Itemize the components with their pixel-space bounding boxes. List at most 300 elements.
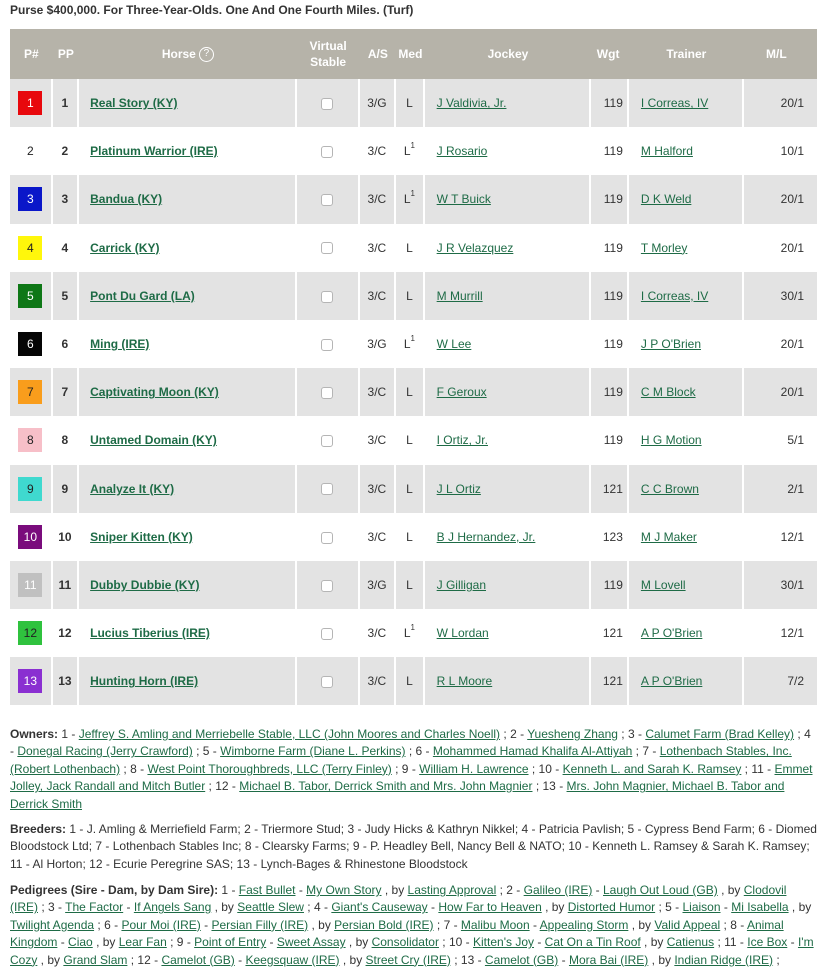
dam-sire-link[interactable]: Persian Bold (IRE): [334, 917, 434, 932]
saddle-cloth-badge: 9: [18, 477, 42, 501]
post-position: 5: [53, 272, 79, 320]
owner-link[interactable]: Wimborne Farm (Diane L. Perkins): [220, 744, 406, 759]
dam-sire-link[interactable]: Distorted Humor: [567, 900, 656, 915]
pedigree-number: 7: [443, 917, 451, 932]
virtual-stable-checkbox[interactable]: [321, 435, 333, 447]
trainer-link[interactable]: C M Block: [640, 385, 696, 400]
header-post-position: PP: [53, 29, 79, 79]
horse-cell: [79, 224, 297, 272]
jockey-cell: [425, 561, 592, 609]
dam-sire-link[interactable]: Grand Slam: [63, 952, 128, 967]
saddle-cloth-badge: 11: [18, 573, 42, 597]
medication-code: L: [406, 240, 413, 255]
dam-link[interactable]: I'm Cozy: [10, 935, 814, 967]
dam-link[interactable]: Sweet Assay: [276, 935, 346, 950]
header-trainer: Trainer: [629, 29, 744, 79]
post-position: 10: [53, 513, 79, 561]
horse-link[interactable]: Carrick (KY): [90, 240, 160, 255]
pedigree-number: 2: [506, 883, 513, 897]
horse-link[interactable]: Sniper Kitten (KY): [90, 529, 193, 544]
dam-sire-link[interactable]: Consolidator: [371, 935, 439, 950]
horse-link[interactable]: Captivating Moon (KY): [90, 385, 219, 400]
dam-sire-link[interactable]: Lasting Approval: [407, 883, 497, 897]
pedigree-number: 4: [313, 900, 321, 915]
jockey-cell: [425, 609, 592, 657]
age-sex: 3/C: [360, 272, 397, 320]
help-icon[interactable]: ?: [199, 47, 214, 62]
program-number-cell: [10, 465, 53, 513]
virtual-stable-checkbox[interactable]: [321, 483, 333, 495]
dam-link[interactable]: Laugh Out Loud (GB): [603, 883, 718, 897]
owner-link[interactable]: Yuesheng Zhang: [527, 727, 618, 741]
post-position: 13: [53, 657, 79, 705]
jockey-cell: [425, 175, 592, 223]
header-jockey: Jockey: [425, 29, 592, 79]
weight: 121: [591, 657, 629, 705]
trainer-cell: [629, 609, 744, 657]
sire-link[interactable]: Galileo (IRE): [523, 883, 593, 897]
virtual-stable-cell: [297, 272, 360, 320]
program-number-cell: [10, 175, 53, 223]
jockey-link[interactable]: J Rosario: [436, 144, 488, 159]
medication: [396, 368, 424, 416]
pedigree-number: 11: [724, 935, 737, 950]
owner-link[interactable]: Emmet Jolley, Jack Randall and Mitch Butler: [10, 761, 813, 794]
owner-link[interactable]: Jeffrey S. Amling and Merriebelle Stable, LLC (John Moores and Charles Noell): [78, 727, 501, 741]
age-sex: 3/G: [360, 561, 397, 609]
trainer-cell: [629, 127, 744, 175]
medication-first-time-marker: 1: [410, 334, 415, 344]
header-program-number: P#: [10, 29, 53, 79]
jockey-link[interactable]: J Valdivia, Jr.: [436, 96, 507, 111]
jockey-cell: [425, 465, 592, 513]
trainer-link[interactable]: T Morley: [640, 240, 688, 255]
pedigree-number: 3: [48, 900, 55, 915]
table-row: [10, 79, 817, 127]
jockey-link[interactable]: M Murrill: [436, 288, 483, 303]
age-sex: 3/C: [360, 127, 397, 175]
trainer-cell: [629, 513, 744, 561]
program-number-cell: [10, 561, 53, 609]
horse-cell: [79, 657, 297, 705]
virtual-stable-cell: [297, 609, 360, 657]
sire-link[interactable]: Giant's Causeway: [331, 900, 428, 915]
post-position: 12: [53, 609, 79, 657]
owner-link[interactable]: William H. Lawrence: [419, 761, 529, 776]
trainer-link[interactable]: J P O'Brien: [640, 337, 701, 352]
jockey-cell: [425, 272, 592, 320]
owner-link[interactable]: Michael B. Tabor, Derrick Smith and Mrs. John Magnier: [239, 779, 533, 794]
trainer-cell: [629, 368, 744, 416]
post-position: 6: [53, 320, 79, 368]
medication-code: L: [406, 385, 413, 400]
medication-code: L: [406, 481, 413, 496]
jockey-link[interactable]: W Lordan: [436, 626, 489, 641]
post-position: 2: [53, 127, 79, 175]
header-age-sex: A/S: [360, 29, 397, 79]
owner-number: 9: [401, 761, 409, 776]
table-row: [10, 224, 817, 272]
program-number-cell: [10, 320, 53, 368]
weight: 119: [591, 79, 629, 127]
horse-link[interactable]: Bandua (KY): [90, 192, 163, 207]
medication: [396, 224, 424, 272]
header-medication: Med: [396, 29, 424, 79]
horse-cell: [79, 513, 297, 561]
weight: 119: [591, 127, 629, 175]
dam-sire-link[interactable]: Indian Ridge (IRE): [674, 952, 774, 967]
morning-line-odds: 20/1: [744, 320, 817, 368]
medication: [396, 609, 424, 657]
dam-link[interactable]: Appealing Storm: [539, 917, 629, 932]
jockey-link[interactable]: J L Ortiz: [436, 481, 481, 496]
pedigree-number: 13: [460, 952, 475, 967]
owner-link[interactable]: Kenneth L. and Sarah K. Ramsey: [562, 761, 742, 776]
virtual-stable-checkbox[interactable]: [321, 532, 333, 544]
program-number-cell: [10, 416, 53, 464]
dam-link[interactable]: Persian Filly (IRE): [211, 917, 309, 932]
horse-cell: [79, 561, 297, 609]
table-row: [10, 465, 817, 513]
owners-list: 1 - Jeffrey S. Amling and Merriebelle Stable, LLC (John Moores and Charles Noell) ; 2 - Yuesheng Zhang ; 3 - Calumet Farm (Brad Kelley) ; 4 - Donegal Racing (Jerry Crawford) ; 5 - Wimborne Farm (Diane L. Perkins) ; 6 - Mohammed Hamad Khalifa Al-Attiyah ; 7 - Lothenbach Stables, Inc. (Robert Lothenbach) ; 8 - West Point Thoroughbreds, LLC (Terry Finley) ; 9 - William H. Lawrence ; 10 - Kenneth L. and Sarah K. Ramsey ; 11 - Emmet Jolley, Jack Randall and Mitch Butler ; 12 - Michael B. Tabor, Derrick Smith and Mrs. John Magnier ; 13 - Mrs. John Magnier, Michael B. Tabor and Derrick Smith: [10, 727, 813, 811]
horse-link[interactable]: Analyze It (KY): [90, 481, 175, 496]
jockey-cell: [425, 416, 592, 464]
dam-sire-link[interactable]: Seattle Slew: [237, 900, 304, 915]
medication-code: L: [406, 288, 413, 303]
dam-sire-link[interactable]: Twilight Agenda: [10, 917, 95, 932]
breeders-label: Breeders:: [10, 822, 67, 836]
owner-number: 4: [804, 727, 811, 741]
table-row: [10, 657, 817, 705]
dam-link[interactable]: If Angels Sang: [133, 900, 212, 915]
program-number-cell: [10, 127, 53, 175]
sire-link[interactable]: Animal Kingdom: [10, 917, 784, 950]
breeders-text: 1 - J. Amling & Merriefield Farm; 2 - Triermore Stud; 3 - Judy Hicks & Kathryn Nikkel; 4 - Patricia Pavlish; 5 - Cypress Bend Farm; 6 - Diomed Bloodstock Ltd; 7 - Lothenbach Stables Inc; 8 - Clearsky Farms; 9 - P. Headley Bell, Nancy Bell & NATO; 10 - Kenneth L. Ramsey & Sarah K. Ramsey; 11 - Al Horton; 12 - Ecurie Peregrine SAS; 13 - Lynch-Bages & Rhinestone Bloodstock: [10, 822, 817, 871]
trainer-cell: [629, 657, 744, 705]
sire-link[interactable]: Point of Entry: [194, 935, 267, 950]
age-sex: 3/C: [360, 368, 397, 416]
virtual-stable-checkbox[interactable]: [321, 98, 333, 110]
horse-cell: [79, 368, 297, 416]
age-sex: 3/C: [360, 609, 397, 657]
trainer-link[interactable]: H G Motion: [640, 433, 702, 448]
table-row: [10, 416, 817, 464]
table-row: [10, 175, 817, 223]
virtual-stable-checkbox[interactable]: [321, 146, 333, 158]
post-position: 9: [53, 465, 79, 513]
table-row: [10, 609, 817, 657]
program-number-cell: [10, 224, 53, 272]
virtual-stable-checkbox[interactable]: [321, 194, 333, 206]
program-number-cell: [10, 609, 53, 657]
table-row: [10, 561, 817, 609]
medication: [396, 465, 424, 513]
owner-number: 1: [61, 727, 69, 741]
virtual-stable-cell: [297, 175, 360, 223]
medication-code: L: [406, 96, 413, 111]
saddle-cloth-badge: 3: [18, 187, 42, 211]
header-virtual-stable-line1: Virtual: [309, 39, 347, 53]
race-conditions-title: Purse $400,000. For Three-Year-Olds. One And One Fourth Miles. (Turf): [10, 3, 414, 17]
morning-line-odds: 7/2: [744, 657, 817, 705]
dam-link[interactable]: Mora Bai (IRE): [568, 952, 649, 967]
medication: [396, 127, 424, 175]
sire-link[interactable]: Liaison: [682, 900, 721, 915]
medication: [396, 272, 424, 320]
medication: [396, 79, 424, 127]
virtual-stable-checkbox[interactable]: [321, 339, 333, 351]
medication-code: L: [406, 674, 413, 689]
trainer-link[interactable]: I Correas, IV: [640, 96, 709, 111]
medication-code: L: [403, 144, 411, 159]
trainer-link[interactable]: I Correas, IV: [640, 288, 709, 303]
saddle-cloth-badge: 1: [18, 91, 42, 115]
header-morning-line: M/L: [744, 29, 817, 79]
medication-first-time-marker: 1: [410, 623, 415, 633]
morning-line-odds: 20/1: [744, 224, 817, 272]
saddle-cloth-badge: 12: [18, 621, 42, 645]
pedigree-number: 5: [665, 900, 672, 915]
saddle-cloth-badge: 10: [18, 525, 42, 549]
table-row: [10, 272, 817, 320]
owner-number: 5: [202, 744, 210, 759]
dam-sire-link[interactable]: Valid Appeal: [654, 917, 721, 932]
header-virtual-stable-line2: Stable: [310, 55, 347, 69]
sire-link[interactable]: Fast Bullet: [238, 883, 296, 897]
sire-link[interactable]: Malibu Moon: [460, 917, 530, 932]
owner-link[interactable]: Mohammed Hamad Khalifa Al-Attiyah: [432, 744, 633, 759]
horse-link[interactable]: Ming (IRE): [90, 337, 150, 352]
horse-cell: [79, 272, 297, 320]
owner-link[interactable]: Mrs. John Magnier, Michael B. Tabor and Derrick Smith: [10, 779, 785, 811]
owner-link[interactable]: West Point Thoroughbreds, LLC (Terry Finley): [147, 761, 392, 776]
horse-link[interactable]: Untamed Domain (KY): [90, 433, 217, 448]
owner-number: 2: [510, 727, 517, 741]
horse-link[interactable]: Lucius Tiberius (IRE): [90, 626, 210, 641]
morning-line-odds: 30/1: [744, 272, 817, 320]
virtual-stable-cell: [297, 320, 360, 368]
jockey-link[interactable]: F Geroux: [436, 385, 487, 400]
owner-number: 13: [542, 779, 556, 794]
table-header-row: [10, 29, 817, 79]
horse-cell: [79, 175, 297, 223]
pedigrees-list: 1 - Fast Bullet - My Own Story , by Lasting Approval ; 2 - Galileo (IRE) - Laugh Out Loud (GB) , by Clodovil (IRE) ; 3 - The Factor - If Angels Sang , by Seattle Slew ; 4 - Giant's Causeway - How Far to Heaven , by Distorted Humor ; 5 - Liaison - Mi Isabella , by Twilight Agenda ; 6 - Pour Moi (IRE) - Persian Filly (IRE) , by Persian Bold (IRE) ; 7 - Malibu Moon - Appealing Storm , by Valid Appeal ; 8 - Animal Kingdom - Ciao , by Lear Fan ; 9 - Point of Entry - Sweet Assay , by Consolidator ; 10 - Kitten's Joy - Cat On a Tin Roof , by Catienus ; 11 - Ice Box - I'm Cozy , by Grand Slam ; 12 - Camelot (GB) - Keegsquaw (IRE) , by Street Cry (IRE) ; 13 - Camelot (GB) - Mora Bai (IRE) , by Indian Ridge (IRE) ;: [10, 883, 814, 967]
pedigree-number: 6: [104, 917, 111, 932]
program-number-cell: [10, 272, 53, 320]
jockey-cell: [425, 79, 592, 127]
owner-link[interactable]: Donegal Racing (Jerry Crawford): [17, 744, 193, 759]
medication: [396, 416, 424, 464]
trainer-link[interactable]: M Halford: [640, 144, 693, 159]
virtual-stable-checkbox[interactable]: [321, 676, 333, 688]
owner-number: 7: [642, 744, 650, 759]
morning-line-odds: 20/1: [744, 368, 817, 416]
jockey-cell: [425, 513, 592, 561]
dam-link[interactable]: Cat On a Tin Roof: [544, 935, 641, 950]
horse-cell: [79, 465, 297, 513]
dam-sire-link[interactable]: Lear Fan: [118, 935, 167, 950]
jockey-link[interactable]: J R Velazquez: [436, 240, 514, 255]
trainer-link[interactable]: D K Weld: [640, 192, 692, 207]
medication: [396, 657, 424, 705]
horse-link[interactable]: Dubby Dubbie (KY): [90, 577, 200, 592]
jockey-link[interactable]: J Gilligan: [436, 577, 486, 592]
weight: 121: [591, 465, 629, 513]
jockey-link[interactable]: W Lee: [436, 337, 472, 352]
table-row: [10, 320, 817, 368]
jockey-cell: [425, 368, 592, 416]
medication-first-time-marker: 1: [410, 189, 415, 199]
sire-link[interactable]: Kitten's Joy: [473, 935, 534, 950]
sire-link[interactable]: Camelot (GB): [161, 952, 235, 967]
trainer-cell: [629, 416, 744, 464]
breeders-section: [10, 821, 817, 873]
jockey-cell: [425, 657, 592, 705]
sire-link[interactable]: The Factor: [65, 900, 124, 915]
morning-line-odds: 12/1: [744, 609, 817, 657]
header-horse-label: Horse: [161, 46, 196, 61]
trainer-cell: [629, 175, 744, 223]
age-sex: 3/C: [360, 465, 397, 513]
sire-link[interactable]: Pour Moi (IRE): [121, 917, 201, 932]
weight: 119: [591, 416, 629, 464]
sire-link[interactable]: Camelot (GB): [484, 952, 559, 967]
post-position: 1: [53, 79, 79, 127]
owner-number: 3: [627, 727, 635, 741]
trainer-cell: [629, 79, 744, 127]
medication: [396, 561, 424, 609]
post-position: 4: [53, 224, 79, 272]
age-sex: 3/G: [360, 320, 397, 368]
morning-line-odds: 2/1: [744, 465, 817, 513]
header-weight: Wgt: [591, 29, 629, 79]
medication-code: L: [403, 626, 411, 641]
pedigree-number: 9: [176, 935, 184, 950]
table-row: [10, 513, 817, 561]
age-sex: 3/C: [360, 175, 397, 223]
owner-link[interactable]: Calumet Farm (Brad Kelley): [645, 727, 795, 741]
horse-link[interactable]: Real Story (KY): [90, 96, 178, 111]
virtual-stable-checkbox[interactable]: [321, 242, 333, 254]
dam-sire-link[interactable]: Catienus: [666, 935, 715, 950]
jockey-link[interactable]: R L Moore: [436, 674, 493, 689]
dam-link[interactable]: Mi Isabella: [731, 900, 789, 915]
dam-sire-link[interactable]: Street Cry (IRE): [365, 952, 451, 967]
virtual-stable-cell: [297, 416, 360, 464]
dam-sire-link[interactable]: Clodovil (IRE): [10, 883, 787, 915]
virtual-stable-cell: [297, 224, 360, 272]
age-sex: 3/C: [360, 513, 397, 561]
virtual-stable-cell: [297, 513, 360, 561]
trainer-link[interactable]: A P O'Brien: [640, 626, 703, 641]
virtual-stable-cell: [297, 657, 360, 705]
age-sex: 3/C: [360, 224, 397, 272]
dam-link[interactable]: Ciao: [68, 935, 93, 950]
post-position: 8: [53, 416, 79, 464]
trainer-cell: [629, 224, 744, 272]
pedigree-number: 10: [448, 935, 463, 950]
trainer-link[interactable]: C C Brown: [640, 481, 699, 496]
trainer-cell: [629, 320, 744, 368]
horse-link[interactable]: Pont Du Gard (LA): [90, 288, 195, 303]
saddle-cloth-badge: 7: [18, 380, 42, 404]
trainer-link[interactable]: A P O'Brien: [640, 674, 703, 689]
pedigrees-label: Pedigrees (Sire - Dam, by Dam Sire):: [10, 883, 219, 897]
saddle-cloth-badge: 6: [18, 332, 42, 356]
medication-code: L: [403, 337, 411, 352]
owners-section: [10, 726, 817, 813]
medication: [396, 513, 424, 561]
header-horse: [79, 29, 297, 79]
program-number-cell: [10, 368, 53, 416]
virtual-stable-checkbox[interactable]: [321, 291, 333, 303]
morning-line-odds: 5/1: [744, 416, 817, 464]
post-position: 3: [53, 175, 79, 223]
table-row: [10, 368, 817, 416]
virtual-stable-checkbox[interactable]: [321, 580, 333, 592]
medication-code: L: [406, 529, 413, 544]
trainer-cell: [629, 561, 744, 609]
trainer-link[interactable]: M J Maker: [640, 529, 697, 544]
horse-cell: [79, 79, 297, 127]
entries-table: [10, 29, 817, 705]
weight: 119: [591, 368, 629, 416]
virtual-stable-cell: [297, 465, 360, 513]
jockey-link[interactable]: I Ortiz, Jr.: [436, 433, 488, 448]
jockey-link[interactable]: W T Buick: [436, 192, 491, 207]
horse-link[interactable]: Platinum Warrior (IRE): [90, 144, 218, 159]
horse-cell: [79, 320, 297, 368]
trainer-cell: [629, 272, 744, 320]
horse-link[interactable]: Hunting Horn (IRE): [90, 674, 199, 689]
dam-link[interactable]: Keegsquaw (IRE): [245, 952, 340, 967]
horse-cell: [79, 127, 297, 175]
weight: 119: [591, 175, 629, 223]
medication-code: L: [406, 577, 413, 592]
trainer-link[interactable]: M Lovell: [640, 577, 686, 592]
owner-link[interactable]: Lothenbach Stables, Inc. (Robert Lothenbach): [10, 744, 792, 776]
age-sex: 3/C: [360, 657, 397, 705]
weight: 119: [591, 224, 629, 272]
medication: [396, 175, 424, 223]
morning-line-odds: 20/1: [744, 79, 817, 127]
pedigree-number: 8: [730, 917, 737, 932]
sire-link[interactable]: Ice Box: [747, 935, 788, 950]
jockey-link[interactable]: B J Hernandez, Jr.: [436, 529, 536, 544]
post-position: 11: [53, 561, 79, 609]
program-number-cell: [10, 79, 53, 127]
virtual-stable-cell: [297, 79, 360, 127]
saddle-cloth-badge: 8: [18, 428, 42, 452]
age-sex: 3/C: [360, 416, 397, 464]
morning-line-odds: 30/1: [744, 561, 817, 609]
weight: 123: [591, 513, 629, 561]
virtual-stable-checkbox[interactable]: [321, 387, 333, 399]
owners-label: Owners:: [10, 727, 59, 741]
dam-link[interactable]: How Far to Heaven: [438, 900, 542, 915]
medication: [396, 320, 424, 368]
weight: 121: [591, 609, 629, 657]
saddle-cloth-badge: 4: [18, 236, 42, 260]
medication-code: L: [403, 192, 411, 207]
virtual-stable-checkbox[interactable]: [321, 628, 333, 640]
virtual-stable-cell: [297, 368, 360, 416]
morning-line-odds: 10/1: [744, 127, 817, 175]
saddle-cloth-badge: 13: [18, 669, 42, 693]
horse-cell: [79, 416, 297, 464]
dam-link[interactable]: My Own Story: [306, 883, 382, 897]
header-virtual-stable: [297, 29, 360, 79]
